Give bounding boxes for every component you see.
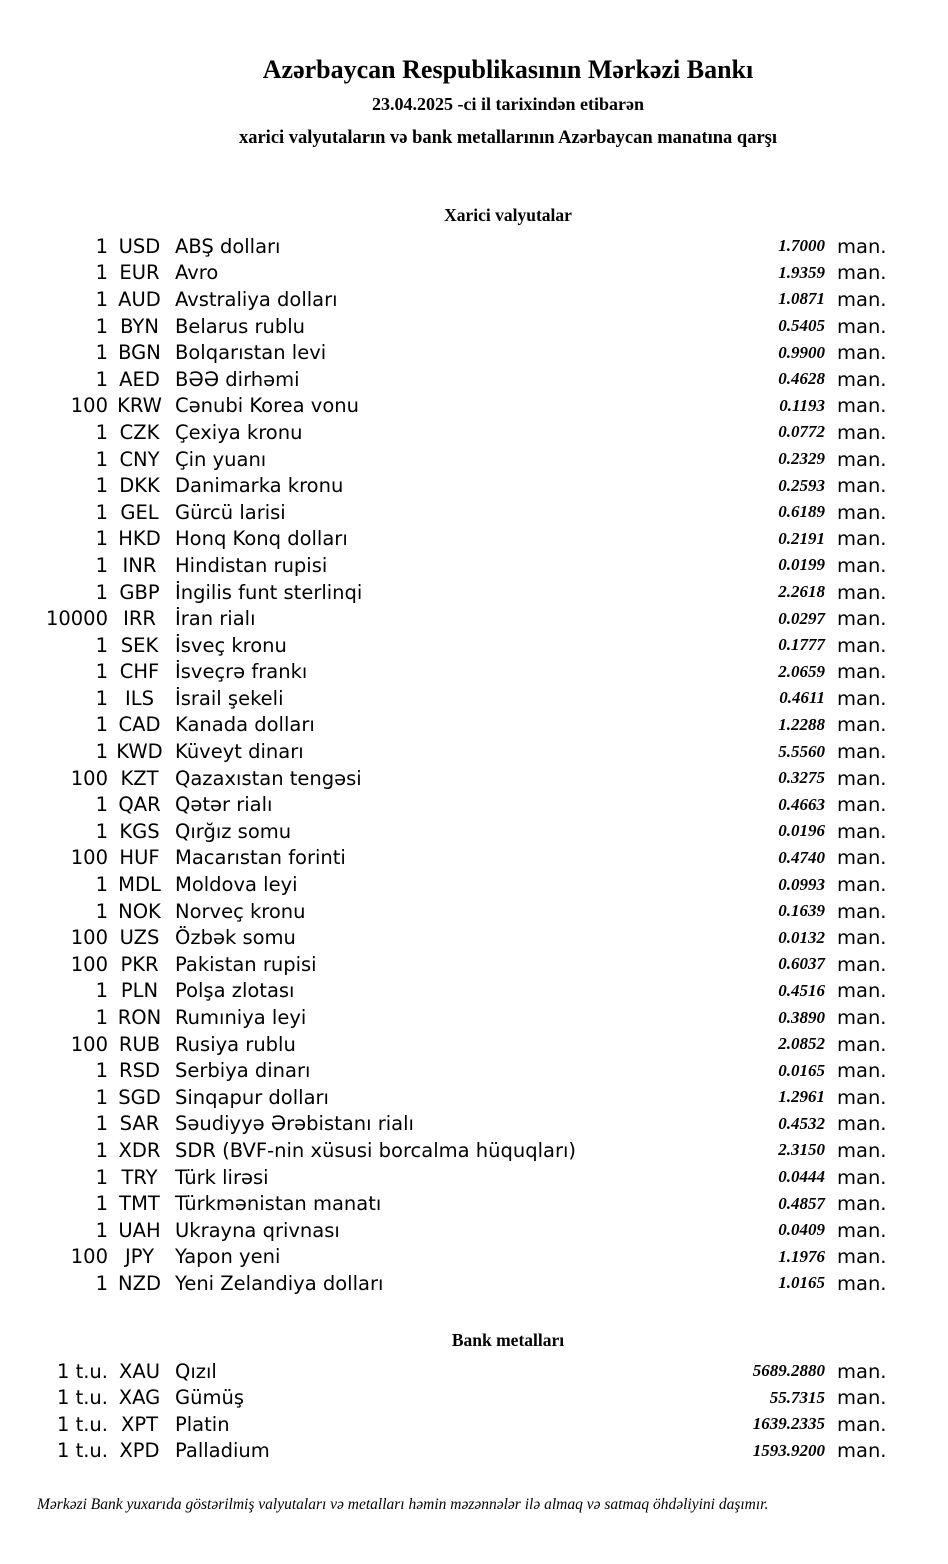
currencies-table [0,233,886,1297]
currency-name: Çin yuanı [175,447,267,471]
currency-rate: 0.0196 [778,821,825,841]
currencies-section-heading: Xarici valyutalar [444,205,572,225]
currency-code: HKD [118,527,161,551]
currency-row [0,472,886,499]
currency-quantity: 1 [95,420,108,444]
currency-row [0,1190,886,1217]
currency-unit-label: man. [837,819,887,843]
currency-row [0,738,886,765]
currency-quantity: 1 [95,474,108,498]
metal-name: Gümüş [175,1386,244,1410]
currency-rate: 2.0659 [778,661,825,681]
currency-name: Pakistan rupisi [175,952,317,976]
currency-unit-label: man. [837,713,887,737]
currency-name: Honq Konq dolları [175,527,348,551]
currency-rate: 1.7000 [778,236,825,256]
currency-code: BGN [118,341,161,365]
currency-code: XDR [118,1138,161,1162]
currency-unit-label: man. [837,1218,887,1242]
currency-quantity: 1 [95,660,108,684]
currency-quantity: 1 [95,447,108,471]
page-title: Azərbaycan Respublikasının Mərkəzi Bankı [262,55,754,84]
currency-row [0,1111,886,1138]
metal-quantity: 1 t.u. [56,1412,108,1436]
currency-row [0,286,886,313]
currency-code: NZD [118,1271,161,1295]
currency-quantity: 1 [95,261,108,285]
currency-code: UZS [119,926,160,950]
currency-quantity: 1 [95,979,108,1003]
currency-code: AED [119,367,160,391]
currency-row [0,1217,886,1244]
currency-quantity: 1 [95,793,108,817]
currency-unit-label: man. [837,926,887,950]
metal-code: XAU [119,1359,160,1383]
currency-name: İngilis funt sterlinqi [175,580,363,604]
currency-name: Kanada dolları [175,713,315,737]
currency-code: NOK [118,899,161,923]
currency-quantity: 100 [70,926,108,950]
currency-rate: 0.4740 [778,847,825,867]
currency-rate: 0.9900 [778,342,825,362]
currency-code: HUF [119,846,160,870]
currency-name: İsveçrə frankı [175,660,308,684]
currency-quantity: 100 [70,846,108,870]
currency-unit-label: man. [837,553,887,577]
currency-code: SGD [118,1085,161,1109]
metals-table [0,1358,886,1464]
currency-name: Türkmənistan manatı [175,1192,382,1216]
currency-name: BƏƏ dirhəmi [175,367,300,391]
currency-quantity: 1 [95,1165,108,1189]
currency-rate: 0.2329 [778,449,825,469]
currency-code: PLN [120,979,159,1003]
currency-unit-label: man. [837,1165,887,1189]
currency-code: JPY [125,1245,154,1269]
currency-name: Danimarka kronu [175,474,344,498]
currency-quantity: 1 [95,314,108,338]
currency-row [0,898,886,925]
currency-code: ILS [125,686,154,710]
currency-code: RON [117,1006,162,1030]
currency-rate: 1.2288 [778,714,825,734]
currency-unit-label: man. [837,1006,887,1030]
currency-quantity: 1 [95,234,108,258]
currency-unit-label: man. [837,1112,887,1136]
currency-name: ABŞ dolları [175,234,281,258]
currency-code: KRW [117,394,162,418]
metal-rate: 1593.9200 [752,1440,825,1460]
effective-date-line: 23.04.2025 -ci il tarixindən etibarən [372,94,644,114]
currency-code: CAD [118,713,161,737]
metal-name: Palladium [175,1439,270,1463]
currency-row [0,419,886,446]
currency-name: Rumıniya leyi [175,1006,307,1030]
currency-row [0,765,886,792]
currency-quantity: 1 [95,367,108,391]
currency-code: UAH [118,1218,161,1242]
currency-name: Sinqapur dolları [175,1085,329,1109]
currency-row [0,791,886,818]
currency-rate: 0.1193 [779,395,825,415]
currency-rate: 0.0993 [778,874,825,894]
currency-row [0,366,886,393]
metal-rate: 55.7315 [769,1387,825,1407]
currency-unit-label: man. [837,341,887,365]
currency-unit-label: man. [837,1059,887,1083]
currency-quantity: 1 [95,341,108,365]
currency-row [0,393,886,420]
currency-code: RUB [118,1032,161,1056]
currency-unit-label: man. [837,660,887,684]
metal-unit-label: man. [837,1386,887,1410]
currency-quantity: 100 [70,394,108,418]
currency-quantity: 1 [95,553,108,577]
currency-unit-label: man. [837,580,887,604]
currency-code: RSD [119,1059,160,1083]
currency-quantity: 10000 [45,607,108,631]
currency-rate: 0.1639 [778,901,825,921]
currency-name: Qətər rialı [175,793,273,817]
currency-rate: 2.3150 [778,1140,825,1160]
currency-unit-label: man. [837,500,887,524]
currency-row [0,978,886,1005]
currency-rate: 0.4611 [779,688,825,708]
currency-unit-label: man. [837,740,887,764]
currency-code: TMT [119,1192,160,1216]
currency-code: MDL [118,873,161,897]
currency-unit-label: man. [837,527,887,551]
currency-name: İsveç kronu [175,633,287,657]
currency-code: EUR [119,261,160,285]
currency-quantity: 1 [95,1218,108,1242]
currency-quantity: 1 [95,500,108,524]
currency-row [0,632,886,659]
currency-rate: 0.4663 [778,794,825,814]
currency-rate: 1.0871 [778,289,825,309]
currency-name: Qazaxıstan tengəsi [175,766,362,790]
currency-name: Moldova leyi [175,873,298,897]
currency-rate: 2.2618 [778,582,825,602]
currency-row [0,1057,886,1084]
currency-code: KWD [116,740,163,764]
currency-unit-label: man. [837,607,887,631]
currency-unit-label: man. [837,447,887,471]
currency-quantity: 1 [95,1006,108,1030]
currency-code: CNY [119,447,160,471]
currency-unit-label: man. [837,766,887,790]
currency-quantity: 100 [70,952,108,976]
currency-code: USD [118,234,161,258]
metal-code: XPD [119,1439,160,1463]
currency-quantity: 1 [95,1271,108,1295]
currency-unit-label: man. [837,873,887,897]
metal-rate: 5689.2880 [752,1361,825,1381]
currency-name: Norveç kronu [175,899,306,923]
currency-unit-label: man. [837,314,887,338]
currency-quantity: 1 [95,1112,108,1136]
metal-quantity: 1 t.u. [56,1359,108,1383]
currency-name: Hindistan rupisi [175,553,328,577]
currency-row [0,1244,886,1271]
currency-row [0,1084,886,1111]
currency-rate: 0.2593 [778,475,825,495]
currency-row [0,579,886,606]
currency-unit-label: man. [837,394,887,418]
currency-rate: 0.6189 [778,502,825,522]
currency-quantity: 1 [95,686,108,710]
metal-code: XPT [120,1412,159,1436]
currency-row [0,818,886,845]
currency-code: KZT [120,766,159,790]
currency-name: Macarıstan forinti [175,846,346,870]
currency-rate: 0.0409 [778,1220,825,1240]
currency-name: Belarus rublu [175,314,306,338]
currency-row [0,313,886,340]
metal-row [0,1358,886,1385]
currency-unit-label: man. [837,420,887,444]
currency-code: AUD [118,287,161,311]
currency-name: Küveyt dinarı [175,740,304,764]
currency-rate: 0.0772 [778,422,825,442]
currency-unit-label: man. [837,1192,887,1216]
currency-rate: 0.0132 [778,927,825,947]
currency-quantity: 1 [95,1085,108,1109]
document-description-line: xarici valyutaların və bank metallarının Azərbaycan manatına qarşı [238,128,778,148]
currency-code: QAR [118,793,161,817]
currency-name: Türk lirəsi [175,1165,269,1189]
currency-code: BYN [120,314,159,338]
currency-rate: 1.0165 [778,1273,825,1293]
document-header [68,0,948,149]
metal-row [0,1384,886,1411]
currency-unit-label: man. [837,367,887,391]
currency-rate: 1.2961 [778,1087,825,1107]
currency-quantity: 1 [95,1059,108,1083]
currency-name: Səudiyyə Ərəbistanı rialı [175,1112,414,1136]
currency-rate: 2.0852 [778,1034,825,1054]
currency-quantity: 1 [95,527,108,551]
currency-code: PKR [120,952,159,976]
currency-code: CHF [119,660,160,684]
currency-code: IRR [123,607,156,631]
metal-rate: 1639.2335 [752,1414,825,1434]
currency-unit-label: man. [837,899,887,923]
currency-quantity: 1 [95,873,108,897]
metal-unit-label: man. [837,1439,887,1463]
currency-row [0,659,886,686]
currency-quantity: 100 [70,1245,108,1269]
currency-quantity: 100 [70,766,108,790]
currency-unit-label: man. [837,474,887,498]
currency-code: GBP [119,580,160,604]
currency-name: Cənubi Korea vonu [175,394,359,418]
currency-unit-label: man. [837,952,887,976]
currency-rate: 1.9359 [778,262,825,282]
currency-name: Serbiya dinarı [175,1059,311,1083]
currency-code: SEK [120,633,159,657]
currency-unit-label: man. [837,793,887,817]
currency-rate: 0.0444 [778,1167,825,1187]
currency-code: SAR [119,1112,160,1136]
currency-unit-label: man. [837,1085,887,1109]
currency-row [0,446,886,473]
currency-row [0,1270,886,1297]
currency-code: TRY [121,1165,158,1189]
currency-row [0,339,886,366]
currency-name: Rusiya rublu [175,1032,296,1056]
currency-name: İsrail şekeli [175,686,284,710]
currency-unit-label: man. [837,261,887,285]
metal-name: Qızıl [175,1359,217,1383]
currency-code: KGS [119,819,160,843]
currency-row [0,1137,886,1164]
currency-name: Bolqarıstan levi [175,341,327,365]
currency-rate: 0.5405 [778,316,825,336]
currency-row [0,552,886,579]
metal-unit-label: man. [837,1412,887,1436]
currency-row [0,845,886,872]
currency-rate: 0.4628 [778,369,825,389]
currency-code: DKK [119,474,160,498]
currency-name: Gürcü larisi [175,500,286,524]
metal-row [0,1411,886,1438]
currency-rate: 0.0199 [778,555,825,575]
currency-quantity: 1 [95,819,108,843]
currency-unit-label: man. [837,1245,887,1269]
currency-rate: 5.5560 [778,741,825,761]
currency-code: GEL [120,500,159,524]
currency-quantity: 1 [95,740,108,764]
currency-name: Yapon yeni [175,1245,281,1269]
currency-quantity: 1 [95,287,108,311]
metal-row [0,1438,886,1465]
currency-row [0,499,886,526]
currency-code: CZK [119,420,160,444]
currency-rate: 0.4857 [778,1193,825,1213]
currency-rate: 0.4516 [778,980,825,1000]
currency-unit-label: man. [837,979,887,1003]
currency-unit-label: man. [837,287,887,311]
currency-unit-label: man. [837,1032,887,1056]
metal-quantity: 1 t.u. [56,1439,108,1463]
currency-quantity: 1 [95,713,108,737]
currency-name: Avstraliya dolları [175,287,338,311]
currency-code: INR [122,553,157,577]
currency-rate: 0.0297 [778,608,825,628]
currency-quantity: 1 [95,1192,108,1216]
currency-quantity: 100 [70,1032,108,1056]
metal-name: Platin [175,1412,230,1436]
currency-row [0,1004,886,1031]
currency-name: Özbək somu [175,926,296,950]
currency-row [0,871,886,898]
obligation-footnote: Mərkəzi Bank yuxarıda göstərilmiş valyutaları və metalları həmin məzənnələr ilə almaq və satmaq öhdəliyini daşımır. [37,1496,769,1514]
currency-rate: 1.1976 [778,1246,825,1266]
currency-quantity: 1 [95,1138,108,1162]
currency-name: Qırğız somu [175,819,292,843]
currency-row [0,951,886,978]
currency-quantity: 1 [95,580,108,604]
currency-unit-label: man. [837,1138,887,1162]
currency-quantity: 1 [95,633,108,657]
currency-row [0,685,886,712]
currency-name: Avro [175,261,219,285]
metal-code: XAG [118,1386,161,1410]
metals-section-heading: Bank metalları [451,1329,565,1350]
currency-unit-label: man. [837,686,887,710]
currency-row [0,924,886,951]
currency-rate: 0.0165 [778,1060,825,1080]
currency-quantity: 1 [95,899,108,923]
currency-rate: 0.1777 [778,635,825,655]
currency-row [0,1164,886,1191]
currency-unit-label: man. [837,846,887,870]
metal-quantity: 1 t.u. [56,1386,108,1410]
currency-row [0,260,886,287]
currency-unit-label: man. [837,633,887,657]
currency-rate: 0.2191 [778,528,825,548]
currency-rate: 0.3890 [778,1007,825,1027]
currency-row [0,526,886,553]
currency-name: Polşa zlotası [175,979,295,1003]
currency-name: SDR (BVF-nin xüsusi borcalma hüquqları) [175,1138,577,1162]
currency-name: Çexiya kronu [175,420,303,444]
currency-name: Yeni Zelandiya dolları [175,1271,384,1295]
currency-unit-label: man. [837,1271,887,1295]
currency-row [0,605,886,632]
currency-row [0,1031,886,1058]
currency-rate: 0.4532 [778,1113,825,1133]
currency-name: İran rialı [175,607,256,631]
metal-unit-label: man. [837,1359,887,1383]
currency-row [0,233,886,260]
currency-rate: 0.3275 [778,768,825,788]
currency-name: Ukrayna qrivnası [175,1218,340,1242]
currency-row [0,712,886,739]
currency-unit-label: man. [837,234,887,258]
currency-rate: 0.6037 [778,954,825,974]
